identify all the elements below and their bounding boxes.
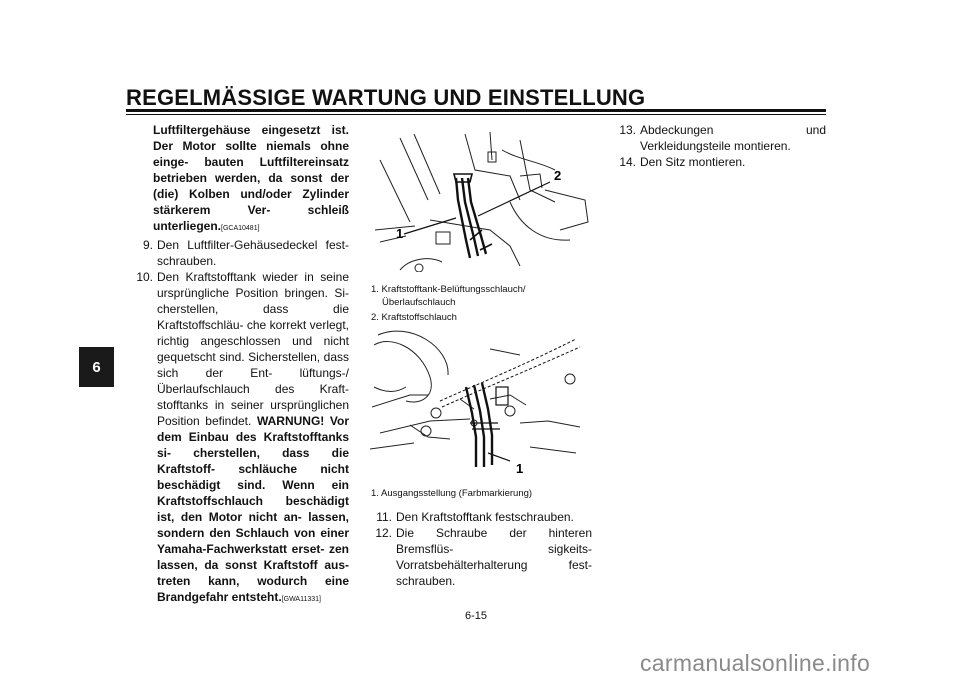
callout-1: 1: [516, 461, 524, 476]
callout-2: 2: [554, 168, 562, 183]
figure-2-caption: [371, 487, 595, 500]
column-3: [610, 122, 826, 170]
step-number: 11.: [376, 510, 392, 524]
step-text: Die Schraube der hinteren Bremsflüs- sigkeits-Vorratsbehälterhalterung fest- schrauben.: [396, 526, 592, 588]
caption-item-2: 2. Kraftstoffschlauch: [371, 312, 457, 323]
step-9: [127, 237, 349, 269]
figure-1-caption: [371, 283, 595, 324]
fuel-hose-illustration: [370, 130, 592, 272]
column-1: [127, 122, 349, 608]
color-mark-illustration: [370, 327, 592, 479]
warning-continuation-text: Luftfiltergehäuse eingesetzt ist. Der Motor sollte niemals ohne einge- bauten Luftfiltereinsatz betrieben werden, da sonst der (die) Kolben und/oder Zylinder stärkerem Ver- schleiß unterliegen.: [153, 123, 349, 233]
step-number: 14.: [619, 155, 636, 169]
step-text: Den Kraftstofftank festschrauben.: [396, 510, 574, 524]
header-rule-thin: [126, 114, 826, 115]
caption-item-1: 1. Ausgangsstellung (Farbmarkierung): [371, 488, 533, 499]
step-10: [127, 269, 349, 608]
step-number: 12.: [375, 526, 392, 540]
warning-text: WARNUNG! Vor dem Einbau des Kraftstofftanks si- cherstellen, dass die Kraftstoff- schläuche nicht beschädigt sind. Wenn ein Kraftstoffschlauch beschädigt ist, den Motor nicht an- lassen, sondern den Schlauch von einer Yamaha-Fachwerkstatt erset- zen lassen, da sonst Kraftstoff aus- treten kann, wodurch eine Brandgefahr entsteht.: [157, 414, 349, 604]
page-number: 6-15: [465, 610, 488, 622]
warning-reference-code: [GWA11331]: [281, 596, 321, 603]
callout-1: 1: [396, 226, 404, 241]
step-number: 13.: [619, 123, 636, 137]
caption-item-1: 1. Kraftstofftank-Belüftungsschlauch/: [371, 284, 526, 295]
step-12: [366, 525, 592, 589]
step-text-container: [157, 269, 349, 608]
step-number: 10.: [136, 270, 153, 284]
step-text: Den Kraftstofftank wieder in seine ursprüngliche Position bringen. Si- cherstellen, dass die Kraftstoffschläu- che korrekt verlegt, richtig angeschlossen und nicht gequetscht sind. Sicherstellen, dass sich der Ent- lüftungs-/Überlaufschlauch des Kraft- stofftanks in seiner ursprünglichen Position befindet.: [157, 270, 349, 428]
column-2: [366, 509, 592, 589]
warning-continuation: [127, 122, 349, 237]
watermark: carmanualsonline.info: [640, 650, 871, 676]
step-text: Den Luftfilter-Gehäusedeckel fest- schrauben.: [157, 238, 349, 268]
step-number: 9.: [142, 238, 153, 252]
chapter-tab: 6: [79, 347, 114, 387]
step-text: Den Sitz montieren.: [640, 155, 746, 169]
step-13: [610, 122, 826, 154]
caption-item-1-continued: Überlaufschlauch: [382, 297, 456, 308]
warning-reference-code: [GCA10481]: [221, 225, 260, 232]
step-14: [610, 154, 826, 170]
step-11: [366, 509, 592, 525]
step-text: Abdeckungen und Verkleidungsteile montieren.: [640, 123, 826, 153]
page-title: REGELMÄSSIGE WARTUNG UND EINSTELLUNG: [126, 85, 646, 110]
header-rule: [126, 109, 826, 112]
